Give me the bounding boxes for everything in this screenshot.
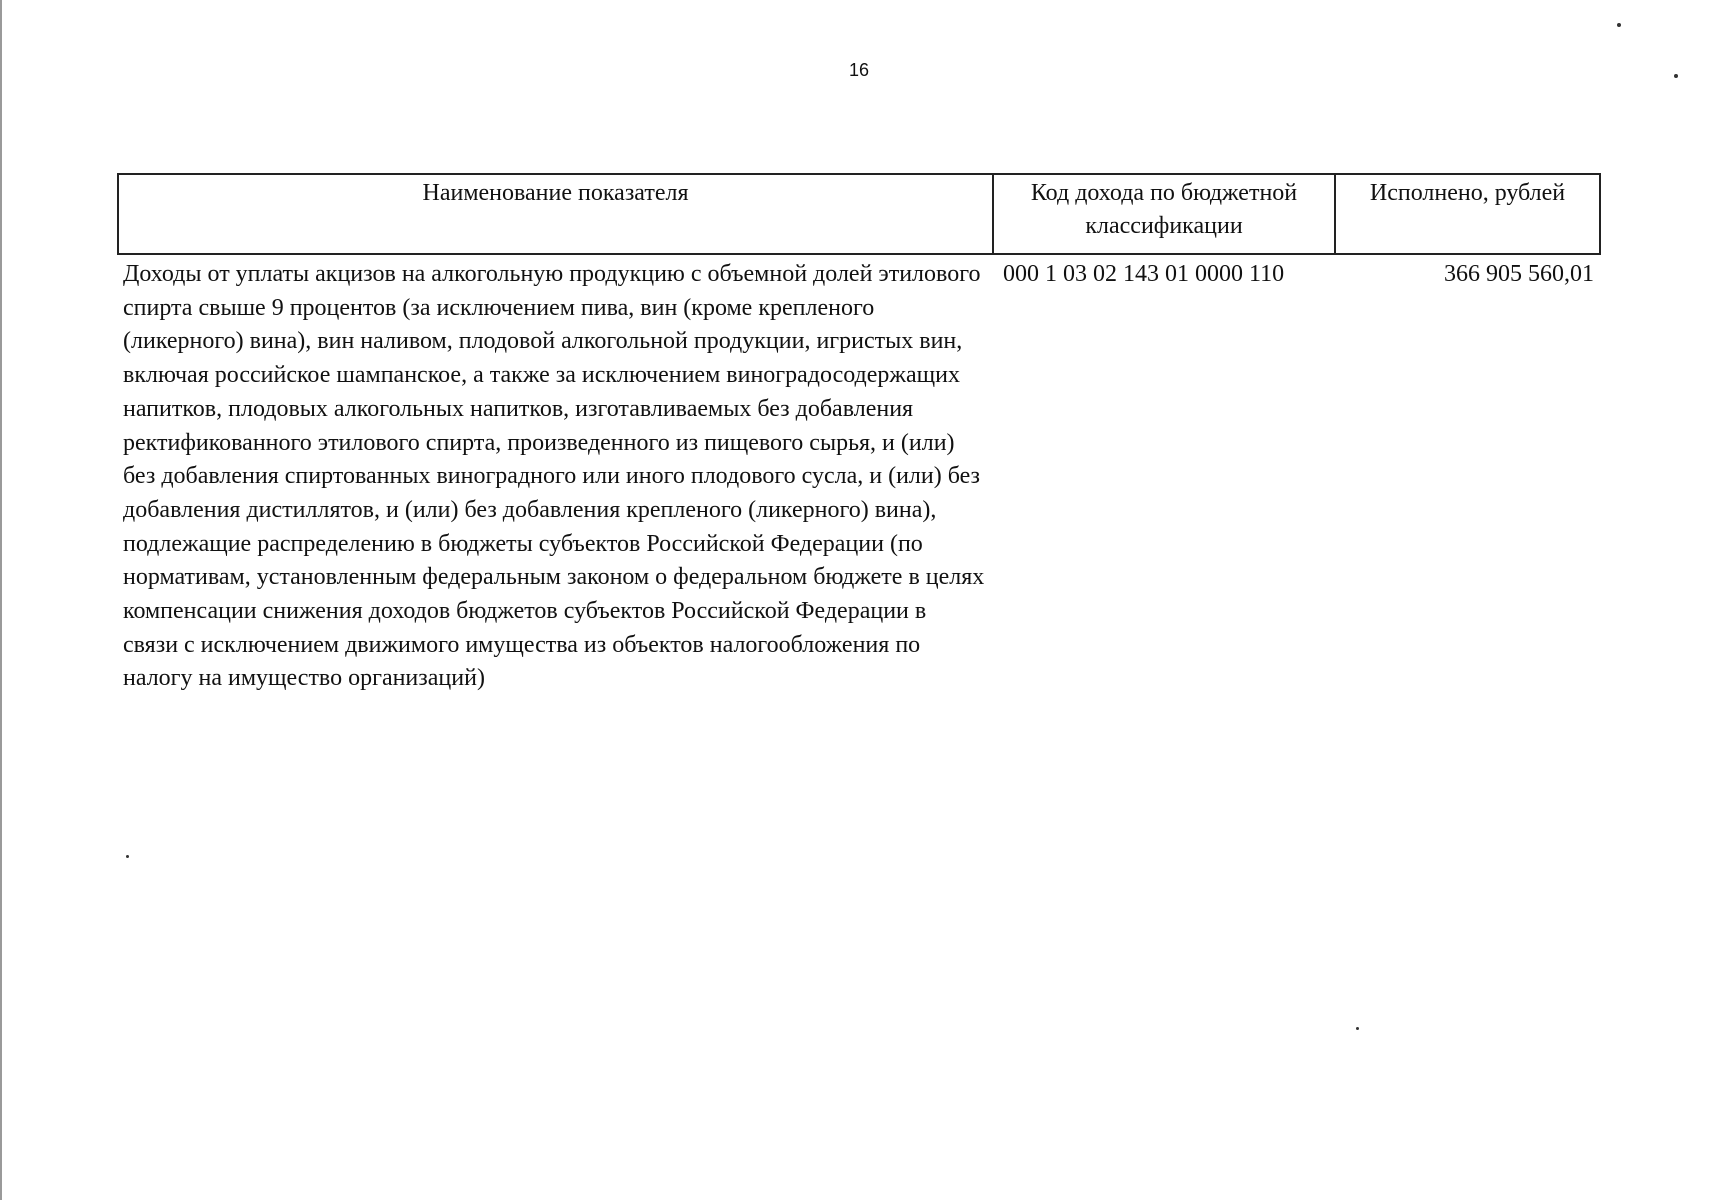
revenue-table-container (117, 173, 1599, 696)
header-indicator-name: Наименование показателя (118, 174, 993, 254)
table-row (118, 254, 1600, 696)
row-indicator-name: Доходы от уплаты акцизов на алкогольную продукцию с объемной долей этилового спирта свыше 9 процентов (за исключением пива, вин (кроме крепленого (ликерного) вина), вин наливом, плодовой алкогольной продукции, игристых вин, включая российское шампанское, а также за исключением виноградосодержащих напитков, плодовых алкогольных напитков, изготавливаемых без добавления ректификованного этилового спирта, произведенного из пищевого сырья, и (или) без добавления спиртованных виноградного или иного плодового сусла, и (или) без добавления дистиллятов, и (или) без добавления крепленого (ликерного) вина), подлежащие распределению в бюджеты субъектов Российской Федерации (по нормативам, установленным федеральным законом о федеральном бюджете в целях компенсации снижения доходов бюджетов субъектов Российской Федерации в связи с исключением движимого имущества из объектов налогообложения по налогу на имущество организаций) (123, 261, 985, 692)
header-budget-code: Код дохода по бюджетной классификации (993, 174, 1335, 254)
revenue-table (117, 173, 1601, 696)
scan-speck (1617, 23, 1621, 27)
row-executed-amount: 366 905 560,01 (1444, 261, 1594, 287)
header-executed-amount: Исполнено, рублей (1335, 174, 1600, 254)
table-header-row (118, 174, 1600, 254)
scan-speck (126, 855, 129, 858)
page-number: 16 (848, 60, 870, 80)
scan-edge (0, 0, 2, 1200)
scan-speck (1356, 1027, 1359, 1030)
row-budget-code: 000 1 03 02 143 01 0000 110 (1003, 261, 1285, 287)
